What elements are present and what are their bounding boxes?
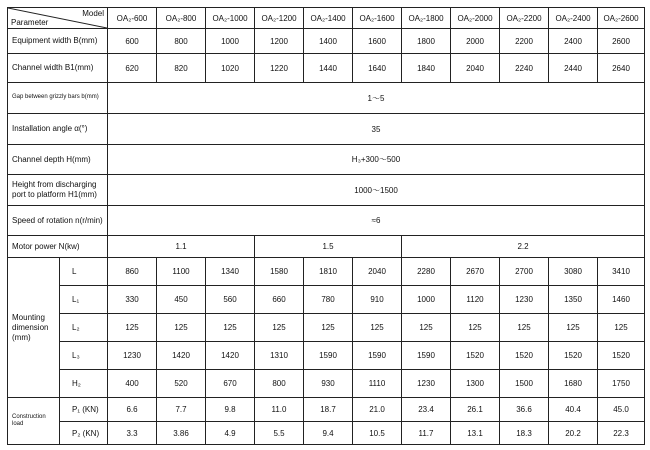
model-header: OA₂-2000 [451,8,500,29]
row-label: Channel depth H(mm) [8,145,108,175]
table-cell: 125 [157,314,206,342]
sub-label: L [60,258,108,286]
table-cell: 1600 [353,29,402,54]
header-row [8,8,645,29]
table-cell: 330 [108,286,157,314]
table-cell: 21.0 [353,398,402,422]
table-cell: 125 [598,314,645,342]
table-cell: 125 [353,314,402,342]
table-cell: 400 [108,370,157,398]
table-cell: 1100 [157,258,206,286]
row-label: Motor power N(kw) [8,236,108,258]
table-cell: 3080 [549,258,598,286]
table-cell: 2400 [549,29,598,54]
table-cell: 1580 [255,258,304,286]
model-header: OA₂-800 [157,8,206,29]
construction-row-p2 [8,422,645,445]
parameter-header-label: Parameter [11,18,49,27]
table-cell: 1640 [353,54,402,83]
table-cell: 125 [304,314,353,342]
table-cell: 1500 [500,370,549,398]
table-cell: 800 [255,370,304,398]
table-cell: 9.8 [206,398,255,422]
table-cell: 800 [157,29,206,54]
sub-label: P₂ (KN) [60,422,108,445]
model-header-label: Model [82,9,104,18]
table-cell: 660 [255,286,304,314]
angle-row [8,114,645,145]
model-header: OA₂-1400 [304,8,353,29]
table-cell: 5.5 [255,422,304,445]
mounting-row-l1 [8,286,645,314]
table-cell: 7.7 [157,398,206,422]
sub-label: L₁ [60,286,108,314]
model-header: OA₂-2400 [549,8,598,29]
table-cell: 1220 [255,54,304,83]
table-cell: 20.2 [549,422,598,445]
model-header: OA₂-2200 [500,8,549,29]
table-cell: 45.0 [598,398,645,422]
table-cell: 2040 [353,258,402,286]
table-cell: 1420 [157,342,206,370]
table-cell: 1520 [598,342,645,370]
table-cell: 2200 [500,29,549,54]
model-header: OA₂-2600 [598,8,645,29]
sub-label: P₁ (KN) [60,398,108,422]
table-cell: 1000 [402,286,451,314]
table-cell: 1590 [304,342,353,370]
table-cell: 11.0 [255,398,304,422]
table-cell: 40.4 [549,398,598,422]
table-cell: 11.7 [402,422,451,445]
row-label: Equipment width B(mm) [8,29,108,54]
table-cell: 3.86 [157,422,206,445]
table-cell: 22.3 [598,422,645,445]
table-cell: 620 [108,54,157,83]
table-cell: 125 [108,314,157,342]
table-cell: 4.9 [206,422,255,445]
table-cell: 1000 [206,29,255,54]
table-cell: 600 [108,29,157,54]
table-cell: 2600 [598,29,645,54]
model-header: OA₂-1000 [206,8,255,29]
table-cell: 2700 [500,258,549,286]
gap-row [8,83,645,114]
sub-label: L₃ [60,342,108,370]
row-label: Height from discharging port to platform H1(mm) [8,175,108,206]
table-cell: 18.3 [500,422,549,445]
sub-label: L₂ [60,314,108,342]
table-cell: 125 [255,314,304,342]
table-cell: 125 [402,314,451,342]
table-cell: 36.6 [500,398,549,422]
table-cell: 1840 [402,54,451,83]
table-cell: 125 [206,314,255,342]
table-cell: 1810 [304,258,353,286]
table-cell: 1230 [108,342,157,370]
merged-value-cell: 1～5 [108,83,645,114]
merged-value-cell: 1000～1500 [108,175,645,206]
channel-width-row [8,54,645,83]
group-label: Construction load [8,398,60,445]
table-cell: 930 [304,370,353,398]
table-cell: 2040 [451,54,500,83]
table-cell: 26.1 [451,398,500,422]
table-cell: 670 [206,370,255,398]
table-cell: 1590 [402,342,451,370]
model-header: OA₂-1600 [353,8,402,29]
table-cell: 910 [353,286,402,314]
table-cell: 1200 [255,29,304,54]
table-cell: 3410 [598,258,645,286]
merged-value-cell: 35 [108,114,645,145]
row-label: Gap between grizzly bars b(mm) [8,83,108,114]
model-header: OA₂-1200 [255,8,304,29]
table-cell: 1440 [304,54,353,83]
table-cell: 1520 [549,342,598,370]
mounting-row-l [8,258,645,286]
table-cell: 3.3 [108,422,157,445]
table-cell: 10.5 [353,422,402,445]
table-cell: 450 [157,286,206,314]
table-cell: 1350 [549,286,598,314]
table-cell: 1340 [206,258,255,286]
table-cell: 9.4 [304,422,353,445]
speed-row [8,206,645,236]
table-cell: 1020 [206,54,255,83]
table-cell: 1230 [402,370,451,398]
row-label: Installation angle α(°) [8,114,108,145]
mounting-row-h2 [8,370,645,398]
table-cell: 125 [451,314,500,342]
row-label: Speed of rotation n(r/min) [8,206,108,236]
mounting-row-l2 [8,314,645,342]
mounting-row-l3 [8,342,645,370]
table-cell: 2280 [402,258,451,286]
table-cell: 1310 [255,342,304,370]
model-header: OA₂-600 [108,8,157,29]
table-cell: 2440 [549,54,598,83]
table-cell: 2640 [598,54,645,83]
table-cell: 1520 [500,342,549,370]
corner-header-cell [8,8,108,29]
motor-value-cell: 1.1 [108,236,255,258]
construction-row-p1 [8,398,645,422]
table-cell: 780 [304,286,353,314]
spec-table [7,7,645,445]
table-cell: 1680 [549,370,598,398]
table-cell: 1110 [353,370,402,398]
motor-value-cell: 2.2 [402,236,645,258]
table-cell: 1590 [353,342,402,370]
table-cell: 560 [206,286,255,314]
merged-value-cell: ≈6 [108,206,645,236]
table-cell: 820 [157,54,206,83]
table-cell: 13.1 [451,422,500,445]
table-cell: 125 [549,314,598,342]
model-header: OA₂-1800 [402,8,451,29]
table-cell: 125 [500,314,549,342]
table-cell: 1120 [451,286,500,314]
table-cell: 2670 [451,258,500,286]
table-cell: 520 [157,370,206,398]
row-label: Channel width B1(mm) [8,54,108,83]
table-cell: 1400 [304,29,353,54]
motor-row [8,236,645,258]
group-label: Mounting dimension (mm) [8,258,60,398]
table-cell: 1460 [598,286,645,314]
table-cell: 1420 [206,342,255,370]
table-cell: 860 [108,258,157,286]
height-row [8,175,645,206]
table-cell: 1800 [402,29,451,54]
table-cell: 1300 [451,370,500,398]
motor-value-cell: 1.5 [255,236,402,258]
sub-label: H₂ [60,370,108,398]
table-cell: 2240 [500,54,549,83]
equipment-width-row [8,29,645,54]
table-cell: 1230 [500,286,549,314]
merged-value-cell: H₃+300～500 [108,145,645,175]
table-cell: 1750 [598,370,645,398]
table-cell: 23.4 [402,398,451,422]
table-cell: 18.7 [304,398,353,422]
depth-row [8,145,645,175]
table-cell: 2000 [451,29,500,54]
table-cell: 1520 [451,342,500,370]
table-cell: 6.6 [108,398,157,422]
